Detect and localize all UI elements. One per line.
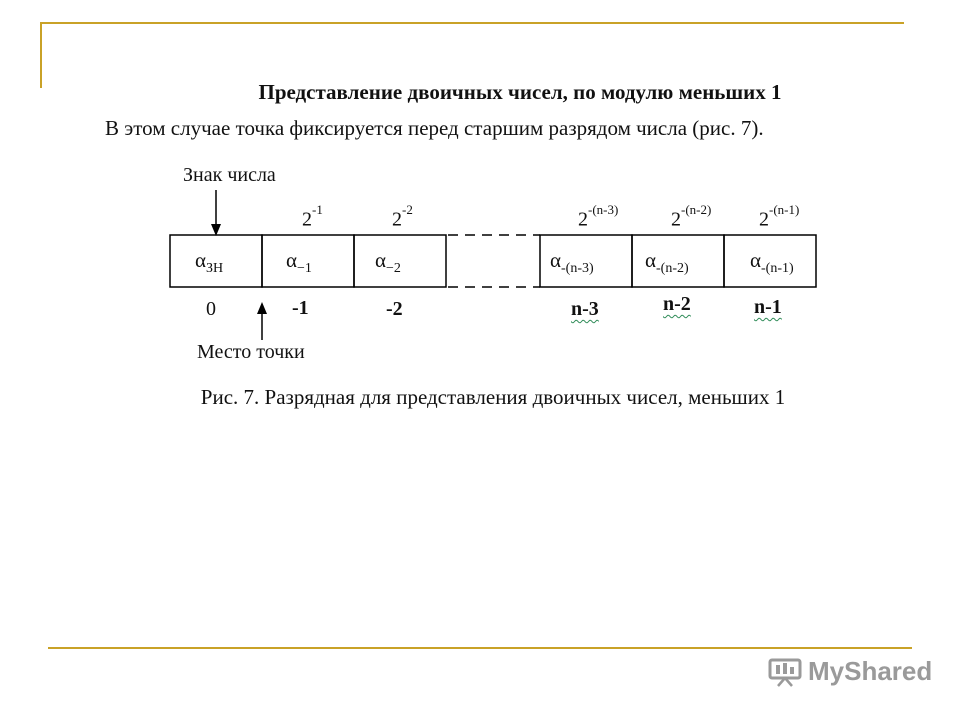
cell-label: $\alpha_{-(n-3)}$ — [550, 248, 594, 277]
slide-title: Представление двоичных чисел, по модулю меньших 1 — [258, 80, 782, 104]
intro-text: В этом случае точка фиксируется перед старшим разрядом числа (рис. 7). — [105, 116, 764, 140]
projector-icon — [768, 657, 802, 687]
sign-label: Знак числа — [183, 164, 276, 186]
sign-arrow-icon — [211, 190, 221, 236]
position-index: -1 — [292, 297, 309, 319]
cell-label: $\alpha_{-1}$ — [286, 248, 312, 277]
weight-label: $2^{-(n-3)}$ — [578, 202, 619, 231]
site-logo — [768, 656, 932, 687]
weight-label: $2^{-(n-1)}$ — [759, 202, 800, 231]
position-index: -2 — [386, 298, 403, 320]
cell-label: $\alpha_{-(n-1)}$ — [750, 248, 794, 277]
cell-label: $\alpha_{ЗН}$ — [195, 248, 224, 277]
weight-label: $2^{-1}$ — [302, 202, 323, 231]
cell-label: $\alpha_{-(n-2)}$ — [645, 248, 689, 277]
cell-label: $\alpha_{-2}$ — [375, 248, 401, 277]
position-index: 0 — [206, 298, 216, 320]
logo-text: MyShared — [808, 656, 933, 686]
weight-label: $2^{-2}$ — [392, 202, 413, 231]
point-label: Место точки — [197, 341, 305, 363]
figure-caption: Рис. 7. Разрядная для представления двоичных чисел, меньших 1 — [200, 385, 786, 409]
position-index: n-2 — [663, 293, 691, 315]
weight-label: $2^{-(n-2)}$ — [671, 202, 712, 231]
position-index: n-3 — [571, 298, 599, 320]
point-arrow-icon — [257, 302, 267, 340]
position-index: n-1 — [754, 296, 782, 318]
